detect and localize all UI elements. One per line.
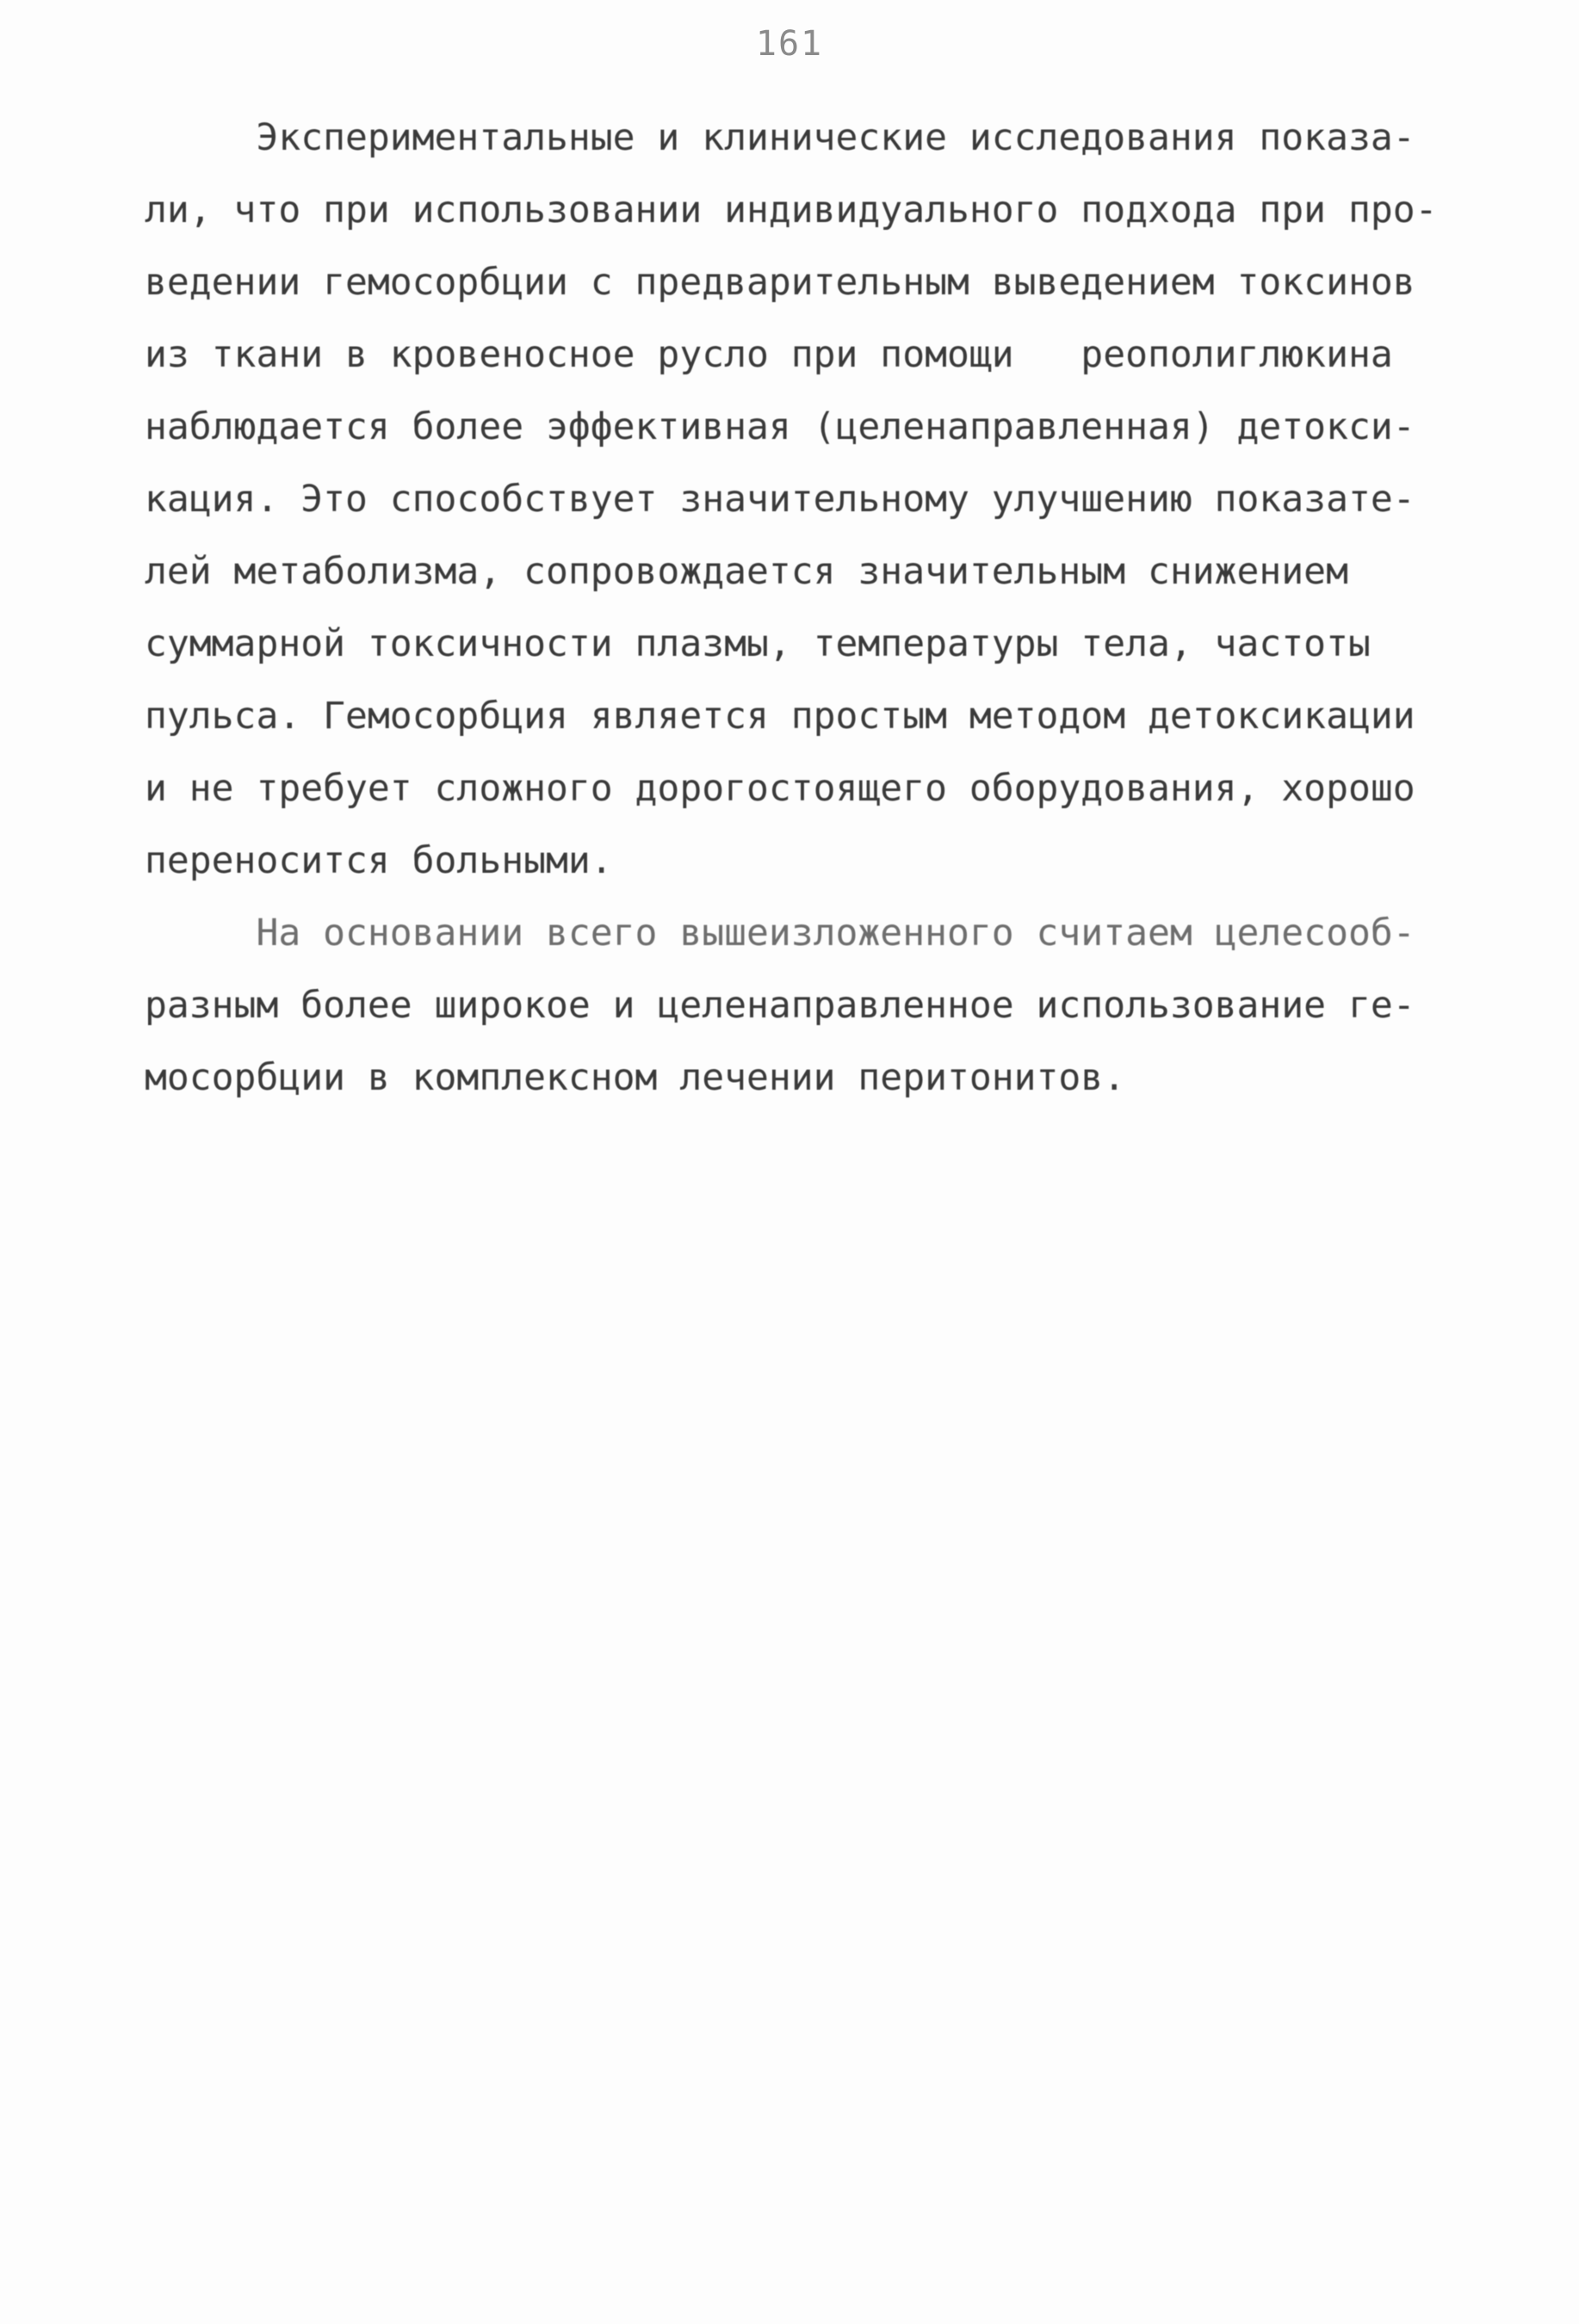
paragraph-1 xyxy=(145,102,1436,897)
text-line: пульса. Гемосорбция является простым методом детоксикации xyxy=(145,695,1415,738)
text-line: мосорбции в комплексном лечении перитонитов. xyxy=(145,1056,1126,1099)
page-number: 161 xyxy=(755,24,824,64)
text-line: кация. Это способствует значительному улучшению показате- xyxy=(145,478,1415,521)
text-line: переносится больными. xyxy=(145,839,613,882)
text-line: ли, что при использовании индивидуального подхода при про- xyxy=(145,189,1438,232)
text-line: ведении гемосорбции с предварительным выведением токсинов xyxy=(145,261,1415,304)
text-line: суммарной токсичности плазмы, температуры тела, частоты xyxy=(145,622,1371,665)
body-text xyxy=(145,102,1436,1114)
text-line: На основании всего вышеизложенного считаем целесооб- xyxy=(145,912,1415,955)
text-line: разным более широкое и целенаправленное использование ге- xyxy=(145,984,1415,1027)
text-line: наблюдается более эффективная (целенаправленная) детокси- xyxy=(145,405,1415,448)
text-line: лей метаболизма, сопровождается значительным снижением xyxy=(145,550,1348,593)
paragraph-2 xyxy=(145,897,1436,1114)
text-line: из ткани в кровеносное русло при помощи реополиглюкина xyxy=(145,333,1393,376)
text-line: Экспериментальные и клинические исследования показа- xyxy=(145,116,1415,159)
text-line: и не требует сложного дорогостоящего оборудования, хорошо xyxy=(145,767,1415,810)
